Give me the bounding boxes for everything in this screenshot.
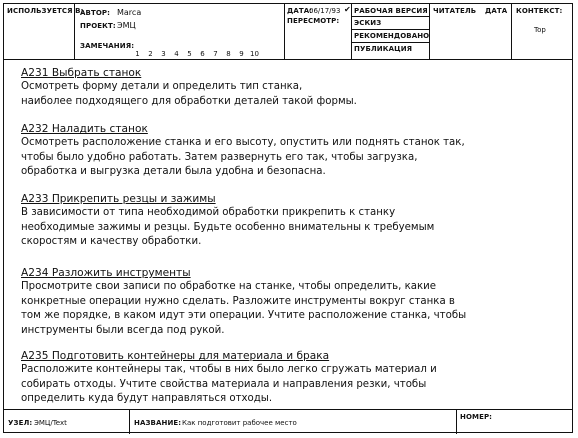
status-check-icon: ✔ — [344, 5, 351, 14]
note-number[interactable]: 7 — [213, 50, 218, 58]
section-title: А234 Разложить инструменты — [21, 267, 191, 279]
document-body — [4, 60, 572, 408]
author-label: АВТОР: — [80, 9, 111, 17]
project-value: ЭМЦ — [117, 21, 136, 30]
review-label: ПЕРЕСМОТР: — [287, 17, 340, 25]
section-a234 — [21, 267, 561, 338]
reader-date-label: ДАТА — [485, 7, 508, 15]
section-a235 — [21, 350, 561, 407]
section-title: А232 Наладить станок — [21, 123, 148, 135]
note-number[interactable]: 10 — [250, 50, 259, 58]
section-text: В зависимости от типа необходимой обработки прикрепить к станку необходимые зажимы и резцы. Будьте особенно внимательны к требуемым скоростям и качеству обработки. — [21, 207, 435, 248]
note-number[interactable]: 6 — [200, 50, 205, 58]
status-draft[interactable]: ЭСКИЗ — [354, 19, 382, 27]
section-text: Осмотреть расположение станка и его высоту, опустить или поднять станок так, чтобы было удобно работать. Затем развернуть его так, чтобы загрузка, обработка и выгрузка детали была удобна и безопасна. — [21, 137, 465, 178]
status-recommended[interactable]: РЕКОМЕНДОВАНО — [354, 32, 430, 40]
section-title: А233 Прикрепить резцы и зажимы — [21, 193, 216, 205]
status-working-version[interactable]: РАБОЧАЯ ВЕРСИЯ — [354, 7, 428, 15]
section-text: Просмотрите свои записи по обработке на станке, чтобы определить, какие конкретные операции нужно сделать. Разложите инструменты вокруг станка в том же порядке, в каком идут эти операции. Учтите расположение станка, чтобы инструменты были всегда под рукой. — [21, 281, 467, 336]
note-number[interactable]: 4 — [174, 50, 179, 58]
context-value: Top — [534, 26, 546, 34]
note-number[interactable]: 9 — [239, 50, 244, 58]
used-at-label: ИСПОЛЬЗУЕТСЯ В: — [7, 7, 84, 15]
node-value: ЭМЦ/Text — [34, 419, 67, 427]
note-number[interactable]: 1 — [135, 50, 140, 58]
number-label: НОМЕР: — [460, 413, 493, 421]
notes-label: ЗАМЕЧАНИЯ: — [80, 42, 135, 50]
context-label: КОНТЕКСТ: — [516, 7, 563, 15]
section-text: Расположите контейнеры так, чтобы в них было легко сгружать материал и собирать отходы. Учтите свойства материала и направления резки, чтобы определить куда будут направляться отходы. — [21, 364, 437, 405]
section-a231 — [21, 67, 561, 109]
note-number[interactable]: 3 — [161, 50, 166, 58]
name-value: Как подготовит рабочее место — [182, 419, 297, 427]
reader-label: ЧИТАТЕЛЬ — [433, 7, 477, 15]
section-title: А235 Подготовить контейнеры для материала и брака — [21, 350, 330, 362]
note-number[interactable]: 2 — [148, 50, 153, 58]
date-value: 06/17/93 — [309, 7, 341, 15]
form-header — [4, 4, 572, 60]
name-label: НАЗВАНИЕ: — [134, 419, 182, 427]
section-a233 — [21, 193, 561, 250]
idef-form — [3, 3, 573, 433]
date-label: ДАТА: — [287, 7, 313, 15]
note-number[interactable]: 5 — [187, 50, 192, 58]
project-label: ПРОЕКТ: — [80, 22, 116, 30]
form-footer — [4, 409, 572, 434]
node-label: УЗЕЛ: — [8, 419, 33, 427]
section-a232 — [21, 123, 561, 180]
status-publication[interactable]: ПУБЛИКАЦИЯ — [354, 45, 413, 53]
note-number[interactable]: 8 — [226, 50, 231, 58]
section-title: А231 Выбрать станок — [21, 67, 142, 79]
section-text: Осмотреть форму детали и определить тип станка, наиболее подходящего для обработки деталей такой формы. — [21, 81, 357, 107]
note-numbers — [131, 41, 261, 60]
author-value: Marca — [117, 8, 142, 17]
